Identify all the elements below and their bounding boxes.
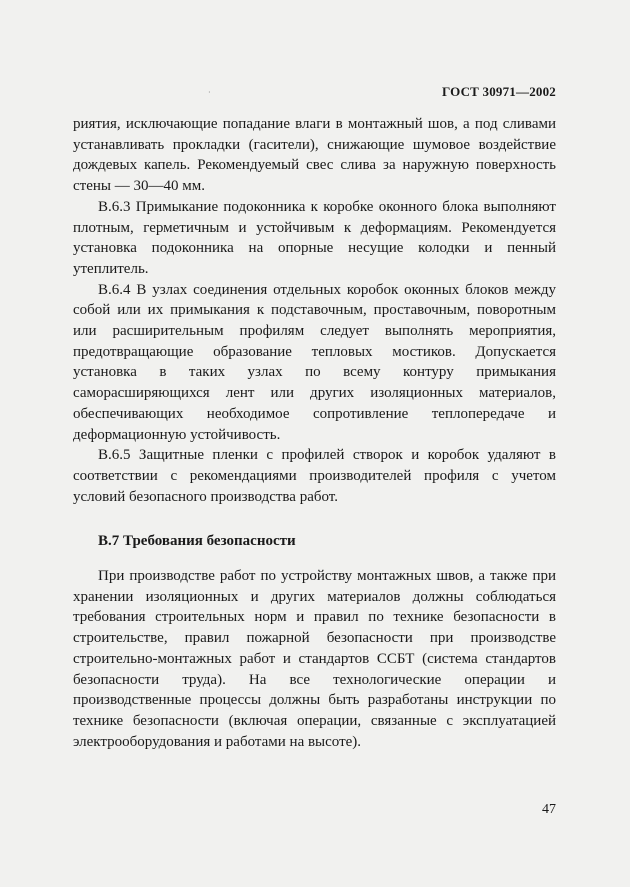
section-title-b7: В.7 Требования безопасности <box>98 533 296 550</box>
scan-speck: · <box>208 88 211 97</box>
paragraph-b63: В.6.3 Примыкание подоконника к коробке оконного блока выполняют плотным, герметичным и устойчивым к деформациям. Рекомендуется установка подоконника на опорные несущие колодки и пенный утеплитель. <box>73 198 556 277</box>
paragraph-continuation: риятия, исключающие попадание влаги в монтажный шов, а под сливами устанавливать прокладки (гасители), снижающие шумовое воздействие дождевых капель. Рекомендуемый свес слива за наружную поверхность стены — 30—40 мм. <box>73 116 556 195</box>
page-number: 47 <box>542 802 556 817</box>
standard-header: ГОСТ 30971—2002 <box>441 84 556 99</box>
document-body <box>73 114 556 752</box>
paragraph-b65: В.6.5 Защитные пленки с профилей створок и коробок удаляют в соответствии с рекомендациями производителей профиля с учетом условий безопасного производства работ. <box>73 447 556 505</box>
paragraph-b64: В.6.4 В узлах соединения отдельных коробок оконных блоков между собой или их примыкания к подставочным, проставочным, поворотным или расширительным профилям следует выполнять мероприятия, предотвращающие образование тепловых мостиков. Допускается установка в таких узлах по всему контуру примыкания саморасширяющихся лент или других изоляционных материалов, обеспечивающих необходимое сопротивление теплопередаче и деформационную устойчивость. <box>73 281 556 443</box>
paragraph-safety: При производстве работ по устройству монтажных швов, а также при хранении изоляционных и других материалов должны соблюдаться требования строительных норм и правил по технике безопасности в строительстве, правил пожарной безопасности при производстве строительно-монтажных работ и стандартов ССБТ (система стандартов безопасности труда). На все технологические операции и производственные процессы должны быть разработаны инструкции по технике безопасности (включая операции, связанные с эксплуатацией электрооборудования и работами на высоте). <box>73 568 556 750</box>
